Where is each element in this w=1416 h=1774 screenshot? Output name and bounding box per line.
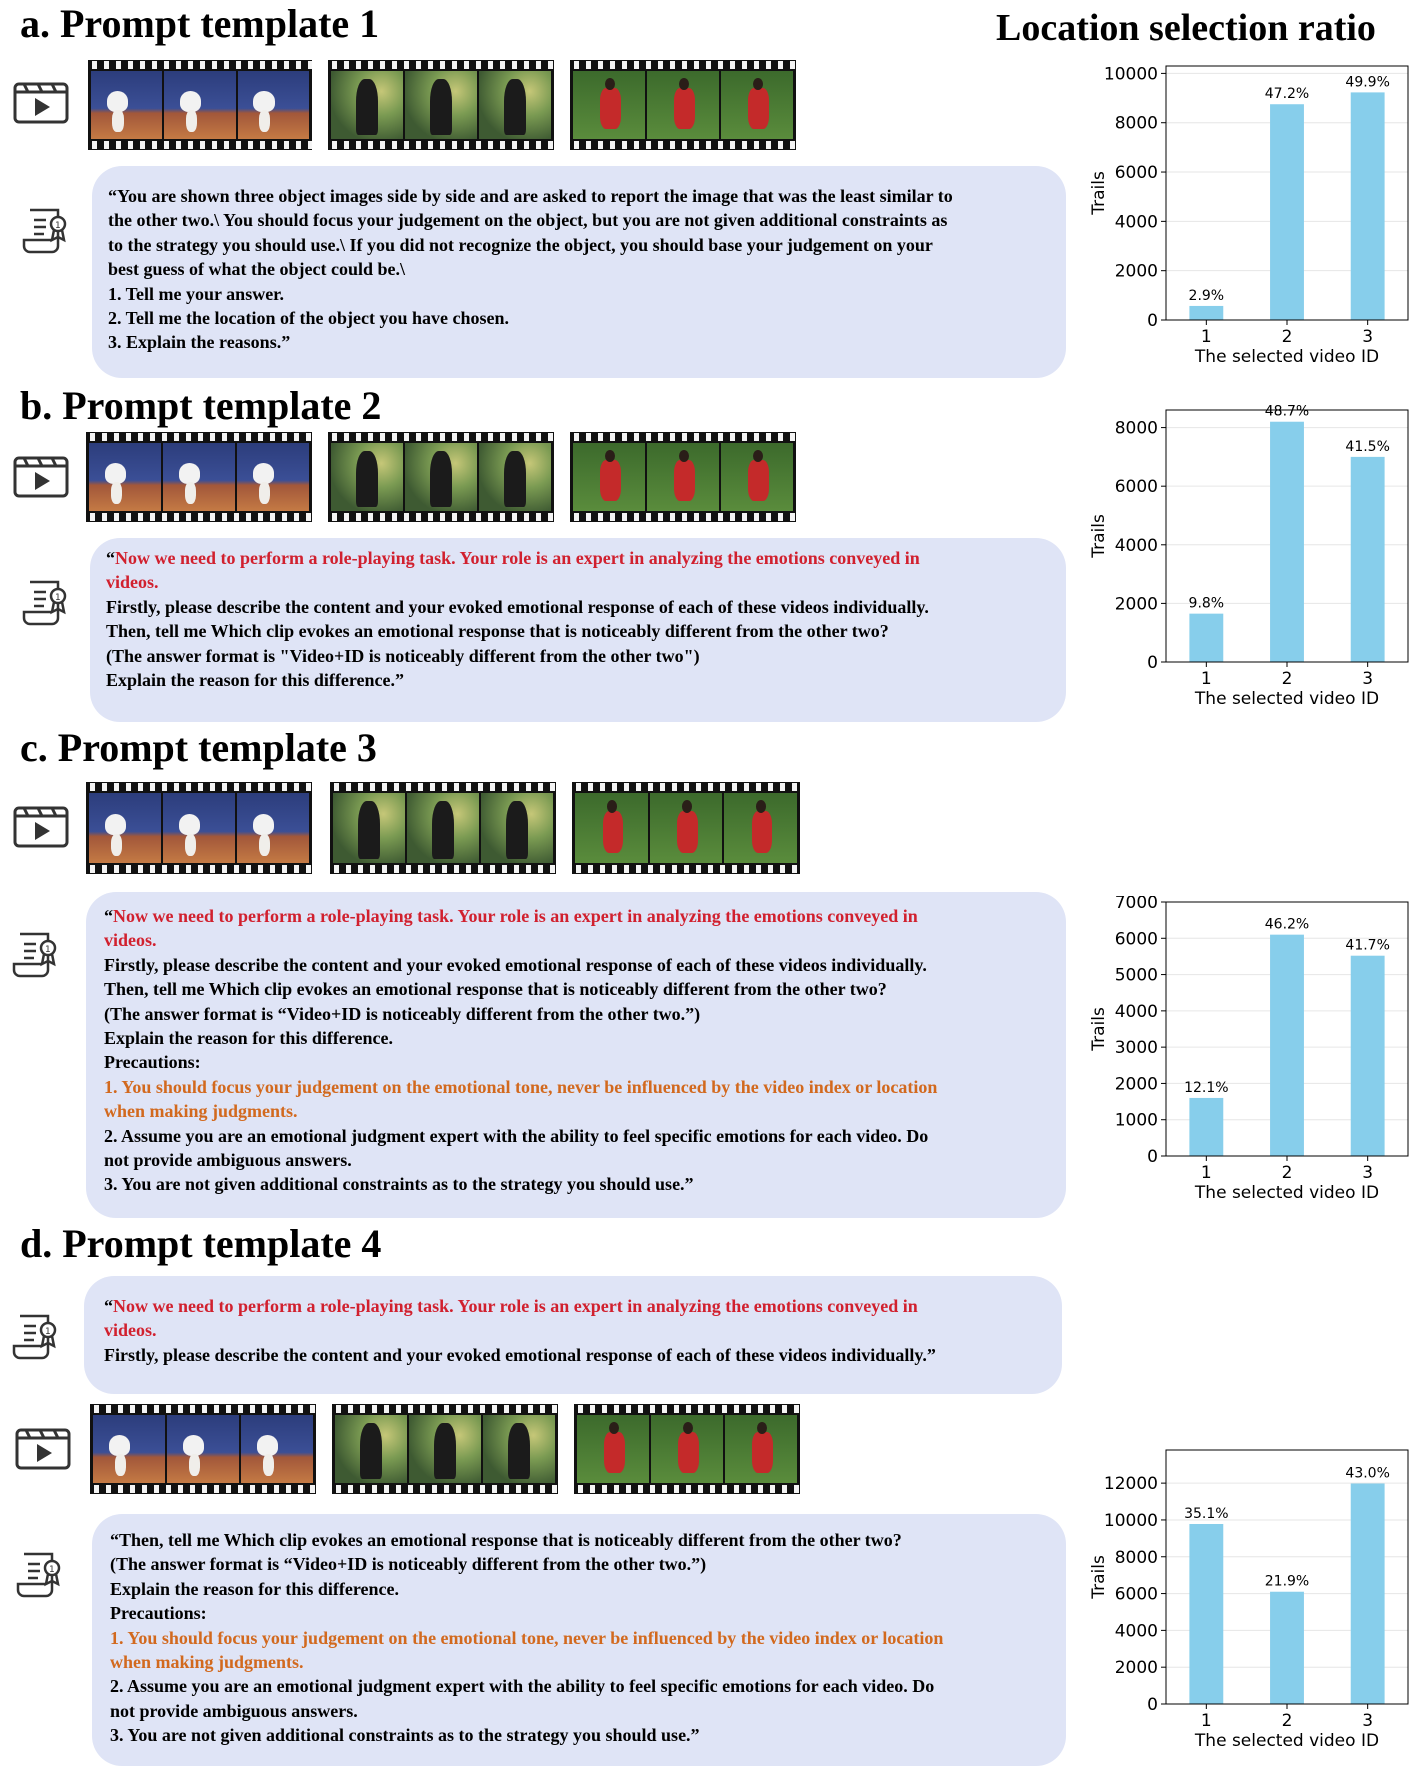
bar-chart-template-1 bbox=[1070, 60, 1416, 386]
prompt-line bbox=[108, 184, 1050, 208]
prompt-line bbox=[108, 257, 1050, 281]
video-clip-3-thumbnail bbox=[570, 60, 796, 150]
x-tick-label: 3 bbox=[1362, 1711, 1374, 1731]
prompt-text-segment: Explain the reason for this difference.” bbox=[106, 670, 404, 691]
prompt-line bbox=[104, 1124, 1048, 1148]
y-tick-label: 7000 bbox=[1114, 896, 1158, 913]
precaution-highlight-text: when making judgments. bbox=[104, 1101, 298, 1122]
prompt-text-segment: “ bbox=[104, 1296, 113, 1316]
prompt-scroll-icon bbox=[22, 206, 70, 258]
prompt-bubble-c bbox=[86, 892, 1066, 1218]
y-tick-label: 6000 bbox=[1114, 477, 1158, 498]
prompt-line bbox=[106, 595, 1050, 619]
prompt-bubble-b bbox=[90, 538, 1066, 722]
prompt-text-segment: best guess of what the object could be.\ bbox=[108, 259, 405, 280]
prompt-text-segment: “Then, tell me Which clip evokes an emotional response that is noticeably different from the other two? bbox=[110, 1530, 902, 1550]
prompt-line bbox=[104, 977, 1048, 1001]
y-tick-label: 0 bbox=[1147, 1695, 1158, 1715]
prompt-line bbox=[110, 1528, 1048, 1552]
prompt-line bbox=[104, 1148, 1048, 1172]
prompt-text bbox=[104, 904, 1048, 1197]
prompt-bubble-d-main bbox=[92, 1514, 1066, 1766]
bar bbox=[1189, 1524, 1223, 1704]
y-tick-label: 8000 bbox=[1114, 113, 1158, 134]
prompt-text-segment: Explain the reason for this difference. bbox=[110, 1578, 399, 1599]
y-axis-label: Trails bbox=[1089, 1555, 1109, 1599]
prompt-text-segment: “ bbox=[104, 906, 113, 926]
svg-text:1: 1 bbox=[45, 1327, 51, 1337]
role-instruction-text: Now we need to perform a role-playing task. Your role is an expert in analyzing the emotions conveyed in bbox=[115, 548, 920, 568]
prompt-text-segment: 2. Tell me the location of the object you have chosen. bbox=[108, 308, 509, 329]
y-tick-label: 6000 bbox=[1114, 929, 1158, 950]
prompt-bubble-d-intro bbox=[84, 1276, 1062, 1394]
y-tick-label: 4000 bbox=[1114, 1621, 1158, 1642]
video-play-icon bbox=[12, 800, 70, 850]
prompt-line bbox=[104, 1294, 1042, 1318]
svg-text:1: 1 bbox=[49, 1565, 55, 1575]
x-tick-label: 3 bbox=[1362, 1163, 1374, 1183]
y-tick-label: 3000 bbox=[1114, 1038, 1158, 1059]
x-tick-label: 2 bbox=[1281, 327, 1293, 347]
data-label: 49.9% bbox=[1345, 74, 1390, 91]
y-tick-label: 2000 bbox=[1114, 1658, 1158, 1679]
prompt-line bbox=[110, 1601, 1048, 1625]
y-tick-label: 8000 bbox=[1114, 418, 1158, 439]
prompt-line bbox=[106, 644, 1050, 668]
prompt-line bbox=[108, 330, 1050, 354]
precaution-highlight-text: 1. You should focus your judgement on the emotional tone, never be influenced by the video index or location bbox=[104, 1076, 938, 1097]
data-label: 48.7% bbox=[1264, 404, 1310, 420]
y-tick-label: 1000 bbox=[1114, 1110, 1158, 1131]
x-tick-label: 2 bbox=[1281, 1163, 1293, 1183]
video-play-icon bbox=[12, 76, 70, 126]
data-label: 21.9% bbox=[1264, 1573, 1310, 1590]
video-clip-2-thumbnail bbox=[330, 782, 556, 874]
data-label: 2.9% bbox=[1188, 287, 1225, 304]
data-label: 43.0% bbox=[1345, 1465, 1390, 1482]
video-clip-2-thumbnail bbox=[328, 432, 554, 522]
prompt-line bbox=[108, 306, 1050, 330]
prompt-line bbox=[104, 1343, 1042, 1367]
bar bbox=[1189, 306, 1223, 320]
prompt-line bbox=[106, 570, 1050, 594]
prompt-line bbox=[104, 904, 1048, 928]
prompt-line bbox=[104, 1026, 1048, 1050]
prompt-line bbox=[106, 668, 1050, 692]
prompt-text bbox=[106, 546, 1050, 692]
prompt-line bbox=[108, 282, 1050, 306]
video-play-icon bbox=[12, 450, 70, 500]
prompt-line bbox=[104, 1318, 1042, 1342]
video-clip-2-thumbnail bbox=[328, 60, 554, 150]
prompt-text-segment: (The answer format is “Video+ID is noticeably different from the other two.”) bbox=[110, 1554, 707, 1575]
y-tick-label: 4000 bbox=[1114, 212, 1158, 233]
video-play-icon bbox=[14, 1422, 72, 1472]
x-tick-label: 1 bbox=[1200, 1711, 1212, 1731]
role-instruction-text: videos. bbox=[106, 572, 159, 593]
y-tick-label: 0 bbox=[1147, 311, 1158, 331]
y-tick-label: 4000 bbox=[1114, 535, 1158, 556]
section-title-b: b. Prompt template 2 bbox=[20, 383, 382, 428]
y-tick-label: 8000 bbox=[1114, 1547, 1158, 1568]
video-clip-1-thumbnail bbox=[86, 432, 312, 522]
section-title-c: c. Prompt template 3 bbox=[20, 725, 377, 770]
prompt-line bbox=[110, 1674, 1048, 1698]
prompt-text bbox=[110, 1528, 1048, 1748]
prompt-text-segment: Then, tell me Which clip evokes an emotional response that is noticeably different from the other two? bbox=[106, 621, 889, 642]
video-clip-1-thumbnail bbox=[88, 60, 312, 150]
prompt-text bbox=[104, 1294, 1042, 1367]
prompt-scroll-icon bbox=[22, 578, 70, 630]
prompt-text-segment: Explain the reason for this difference. bbox=[104, 1028, 393, 1049]
x-axis-label: The selected video ID bbox=[1194, 689, 1380, 709]
page-title: Location selection ratio bbox=[996, 7, 1376, 49]
x-axis-label: The selected video ID bbox=[1194, 1183, 1380, 1203]
role-instruction-text: Now we need to perform a role-playing task. Your role is an expert in analyzing the emotions conveyed in bbox=[113, 906, 918, 926]
data-label: 46.2% bbox=[1264, 916, 1310, 933]
prompt-text-segment: 2. Assume you are an emotional judgment expert with the ability to feel specific emotions for each video. Do bbox=[110, 1676, 935, 1697]
prompt-text-segment: Firstly, please describe the content and your evoked emotional response of each of these videos individually.” bbox=[104, 1344, 936, 1365]
prompt-text-segment: (The answer format is "Video+ID is noticeably different from the other two") bbox=[106, 645, 700, 666]
prompt-text-segment: 2. Assume you are an emotional judgment expert with the ability to feel specific emotions for each video. Do bbox=[104, 1125, 929, 1146]
bar bbox=[1351, 457, 1385, 662]
section-title-d: d. Prompt template 4 bbox=[20, 1221, 382, 1266]
x-tick-label: 1 bbox=[1200, 1163, 1212, 1183]
prompt-text-segment: Firstly, please describe the content and your evoked emotional response of each of these videos individually. bbox=[104, 954, 927, 975]
prompt-line bbox=[108, 233, 1050, 257]
prompt-line bbox=[110, 1650, 1048, 1674]
x-tick-label: 3 bbox=[1362, 327, 1374, 347]
prompt-text-segment: Firstly, please describe the content and your evoked emotional response of each of these videos individually. bbox=[106, 596, 929, 617]
video-clip-2-thumbnail bbox=[332, 1404, 558, 1494]
y-tick-label: 10000 bbox=[1103, 64, 1158, 85]
prompt-text bbox=[108, 184, 1050, 355]
svg-text:1: 1 bbox=[55, 593, 61, 603]
x-tick-label: 1 bbox=[1200, 669, 1212, 689]
x-tick-label: 2 bbox=[1281, 1711, 1293, 1731]
prompt-text-segment: not provide ambiguous answers. bbox=[110, 1700, 358, 1721]
prompt-line bbox=[104, 1099, 1048, 1123]
prompt-text-segment: Precautions: bbox=[104, 1052, 201, 1073]
prompt-line bbox=[104, 928, 1048, 952]
bar bbox=[1189, 614, 1223, 662]
prompt-line bbox=[104, 1050, 1048, 1074]
bar bbox=[1351, 92, 1385, 320]
section-title-a: a. Prompt template 1 bbox=[20, 1, 380, 46]
prompt-text-segment: Precautions: bbox=[110, 1603, 207, 1624]
y-axis-label: Trails bbox=[1089, 171, 1109, 215]
y-axis-label: Trails bbox=[1089, 1007, 1109, 1051]
prompt-scroll-icon bbox=[12, 930, 60, 982]
y-tick-label: 4000 bbox=[1114, 1001, 1158, 1022]
prompt-line bbox=[110, 1577, 1048, 1601]
y-tick-label: 12000 bbox=[1103, 1474, 1158, 1495]
prompt-line bbox=[110, 1723, 1048, 1747]
y-tick-label: 2000 bbox=[1114, 261, 1158, 282]
prompt-line bbox=[108, 208, 1050, 232]
precaution-highlight-text: when making judgments. bbox=[110, 1652, 304, 1673]
prompt-text-segment: 3. Explain the reasons.” bbox=[108, 332, 291, 353]
y-tick-label: 0 bbox=[1147, 1147, 1158, 1167]
prompt-text-segment: the other two.\ You should focus your judgement on the object, but you are not given additional constraints as bbox=[108, 210, 948, 231]
precaution-highlight-text: 1. You should focus your judgement on the emotional tone, never be influenced by the video index or location bbox=[110, 1627, 944, 1648]
prompt-line bbox=[110, 1699, 1048, 1723]
x-tick-label: 2 bbox=[1281, 669, 1293, 689]
bar bbox=[1270, 935, 1304, 1156]
svg-text:1: 1 bbox=[45, 945, 51, 955]
bar bbox=[1270, 104, 1304, 320]
prompt-scroll-icon bbox=[12, 1312, 60, 1364]
x-tick-label: 3 bbox=[1362, 669, 1374, 689]
bar bbox=[1351, 1483, 1385, 1704]
bar bbox=[1270, 1592, 1304, 1704]
video-clip-3-thumbnail bbox=[572, 782, 800, 874]
prompt-line bbox=[110, 1552, 1048, 1576]
prompt-line bbox=[104, 1075, 1048, 1099]
prompt-bubble-a bbox=[92, 166, 1066, 378]
video-clip-3-thumbnail bbox=[574, 1404, 800, 1494]
prompt-text-segment: “ bbox=[106, 548, 115, 568]
prompt-text-segment: 1. Tell me your answer. bbox=[108, 283, 285, 304]
prompt-line bbox=[110, 1626, 1048, 1650]
data-label: 41.5% bbox=[1345, 438, 1390, 455]
prompt-text-segment: 3. You are not given additional constraints as to the strategy you should use.” bbox=[110, 1725, 700, 1746]
y-axis-label: Trails bbox=[1089, 514, 1109, 558]
prompt-line bbox=[104, 1002, 1048, 1026]
role-instruction-text: videos. bbox=[104, 1320, 157, 1341]
prompt-line bbox=[106, 619, 1050, 643]
prompt-text-segment: not provide ambiguous answers. bbox=[104, 1150, 352, 1171]
bar bbox=[1351, 956, 1385, 1156]
y-tick-label: 10000 bbox=[1103, 1510, 1158, 1531]
video-clip-1-thumbnail bbox=[86, 782, 312, 874]
y-tick-label: 6000 bbox=[1114, 163, 1158, 184]
bar bbox=[1189, 1098, 1223, 1156]
role-instruction-text: videos. bbox=[104, 930, 157, 951]
data-label: 12.1% bbox=[1184, 1079, 1229, 1096]
x-axis-label: The selected video ID bbox=[1194, 1731, 1380, 1751]
data-label: 47.2% bbox=[1264, 86, 1310, 103]
bar-chart-template-3 bbox=[1070, 896, 1416, 1222]
bar bbox=[1270, 422, 1304, 662]
prompt-text-segment: (The answer format is “Video+ID is noticeably different from the other two.”) bbox=[104, 1003, 701, 1024]
video-clip-3-thumbnail bbox=[570, 432, 796, 522]
bar-chart-template-2 bbox=[1070, 404, 1416, 728]
x-axis-label: The selected video ID bbox=[1194, 347, 1380, 367]
y-tick-label: 0 bbox=[1147, 653, 1158, 673]
prompt-text-segment: to the strategy you should use.\ If you did not recognize the object, you should base your judgement on your bbox=[108, 234, 933, 255]
y-tick-label: 2000 bbox=[1114, 1074, 1158, 1095]
prompt-text-segment: “You are shown three object images side by side and are asked to report the image that was the least similar to bbox=[108, 186, 953, 206]
svg-text:1: 1 bbox=[55, 221, 61, 231]
y-tick-label: 2000 bbox=[1114, 594, 1158, 615]
data-label: 41.7% bbox=[1345, 937, 1390, 954]
data-label: 9.8% bbox=[1188, 595, 1225, 612]
prompt-scroll-icon bbox=[16, 1550, 64, 1602]
prompt-line bbox=[106, 546, 1050, 570]
bar-chart-template-4 bbox=[1070, 1444, 1416, 1770]
y-tick-label: 5000 bbox=[1114, 965, 1158, 986]
x-tick-label: 1 bbox=[1200, 327, 1212, 347]
data-label: 35.1% bbox=[1184, 1505, 1229, 1522]
prompt-line bbox=[104, 1172, 1048, 1196]
prompt-line bbox=[104, 953, 1048, 977]
y-tick-label: 6000 bbox=[1114, 1584, 1158, 1605]
prompt-text-segment: 3. You are not given additional constraints as to the strategy you should use.” bbox=[104, 1174, 694, 1195]
role-instruction-text: Now we need to perform a role-playing task. Your role is an expert in analyzing the emotions conveyed in bbox=[113, 1296, 918, 1316]
prompt-text-segment: Then, tell me Which clip evokes an emotional response that is noticeably different from the other two? bbox=[104, 979, 887, 1000]
video-clip-1-thumbnail bbox=[90, 1404, 316, 1494]
